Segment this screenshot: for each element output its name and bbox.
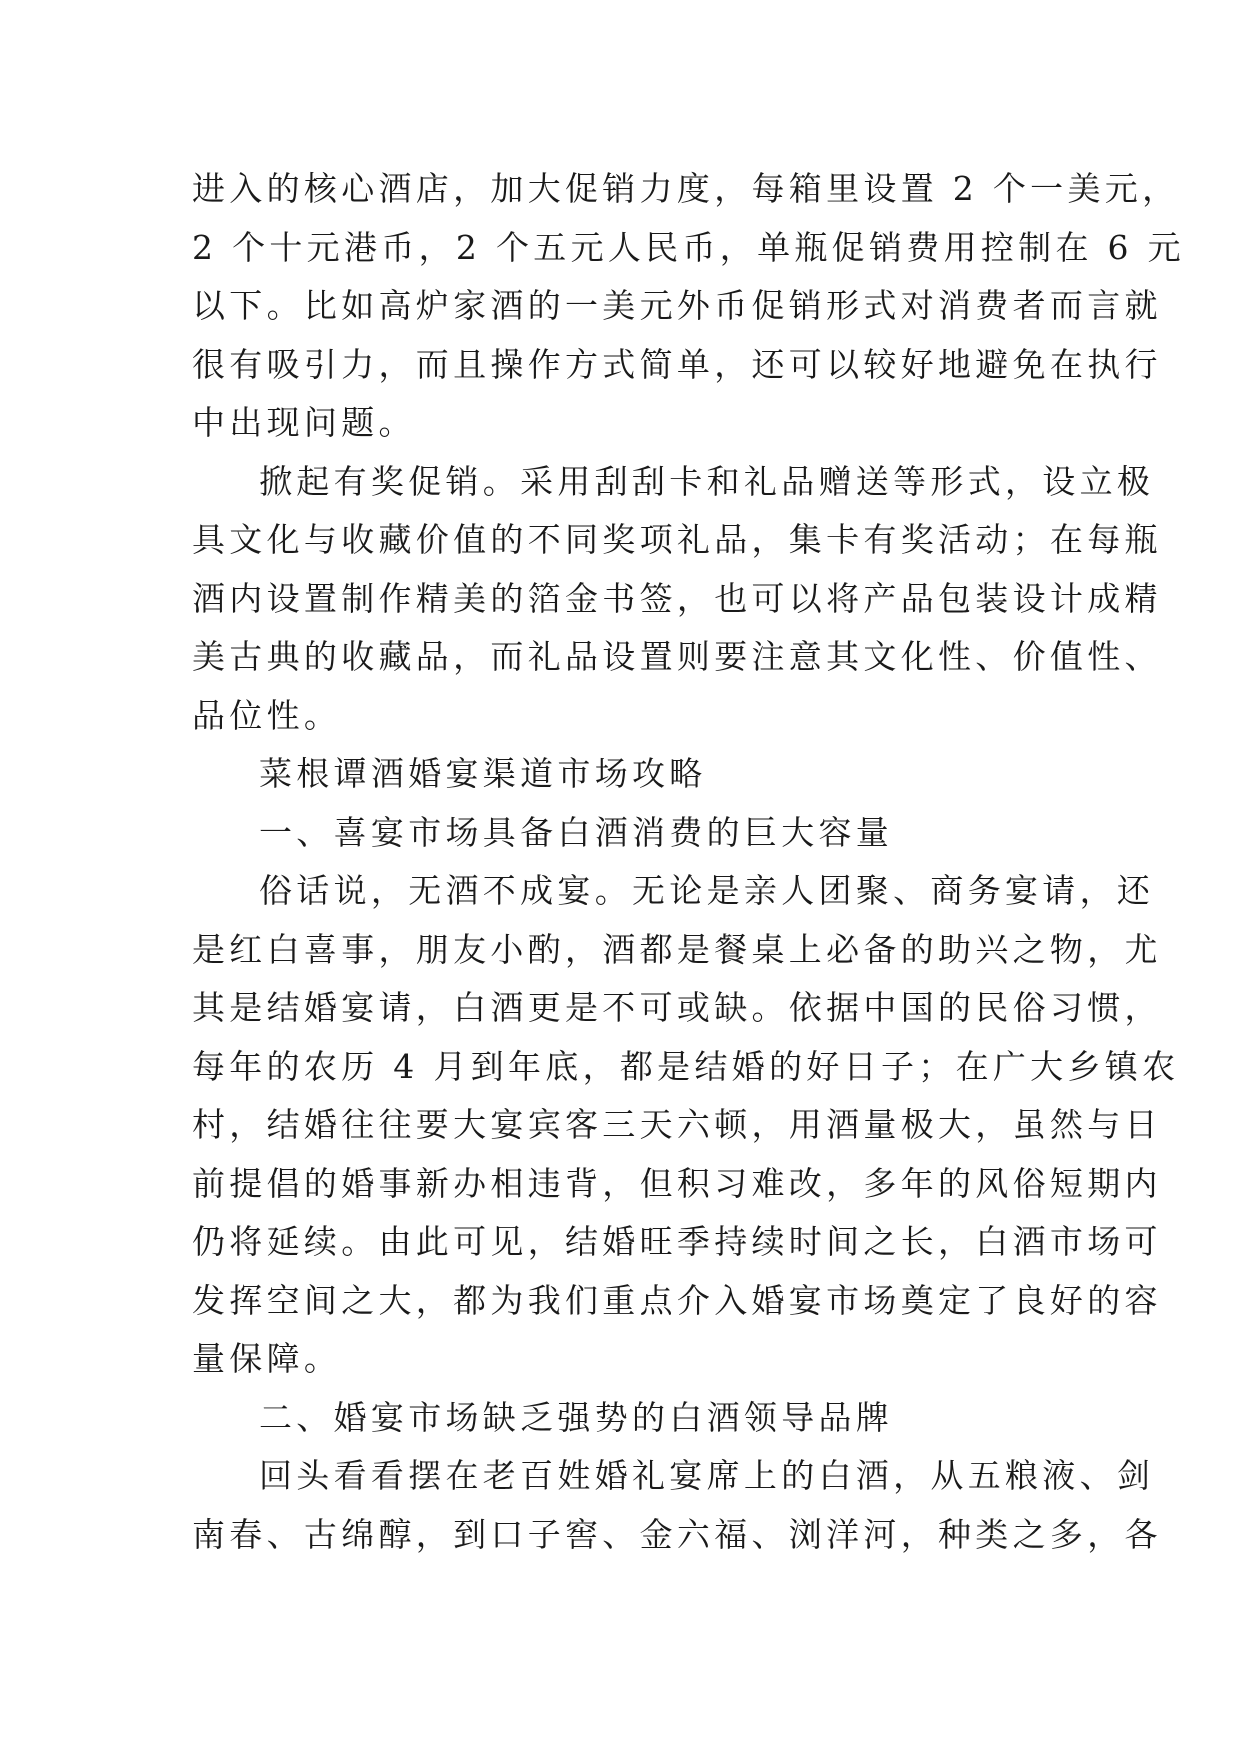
text-line: 是红白喜事，朋友小酌，酒都是餐桌上必备的助兴之物，尤 — [192, 929, 1162, 969]
text-line: 二、婚宴市场缺乏强势的白酒领导品牌 — [259, 1397, 894, 1437]
text-line: 回头看看摆在老百姓婚礼宴席上的白酒，从五粮液、剑 — [259, 1456, 1155, 1495]
text-line: 美古典的收藏品，而礼品设置则要注意其文化性、价值性、 — [192, 637, 1162, 676]
text-line: 每年的农历 4 月到年底，都是结婚的好日子；在广大乡镇农 — [192, 1046, 1180, 1086]
text-line: 具文化与收藏价值的不同奖项礼品，集卡有奖活动；在每瓶 — [192, 520, 1162, 559]
text-line: 一、喜宴市场具备白酒消费的巨大容量 — [259, 812, 894, 852]
text-line: 俗话说，无酒不成宴。无论是亲人团聚、商务宴请，还 — [259, 871, 1155, 910]
text-line: 酒内设置制作精美的箔金书签，也可以将产品包装设计成精 — [192, 578, 1162, 618]
text-line: 其是结婚宴请，白酒更是不可或缺。依据中国的民俗习惯， — [192, 988, 1162, 1027]
text-line: 品位性。 — [192, 695, 342, 735]
text-line: 2 个十元港币，2 个五元人民币，单瓶促销费用控制在 6 元 — [192, 227, 1185, 267]
text-line: 中出现问题。 — [192, 403, 416, 442]
text-line: 前提倡的婚事新办相违背，但积习难改，多年的风俗短期内 — [192, 1163, 1162, 1203]
text-line: 发挥空间之大，都为我们重点介入婚宴市场奠定了良好的容 — [192, 1280, 1162, 1320]
text-line: 掀起有奖促销。采用刮刮卡和礼品赠送等形式，设立极 — [259, 461, 1155, 501]
text-line: 进入的核心酒店，加大促销力度，每箱里设置 2 个一美元， — [192, 169, 1180, 208]
text-line: 村，结婚往往要大宴宾客三天六顿，用酒量极大，虽然与日 — [192, 1105, 1162, 1144]
text-line: 以下。比如高炉家酒的一美元外币促销形式对消费者而言就 — [192, 286, 1162, 325]
text-line: 仍将延续。由此可见，结婚旺季持续时间之长，白酒市场可 — [192, 1222, 1162, 1261]
text-line: 量保障。 — [192, 1339, 342, 1378]
text-line: 南春、古绵醇，到口子窖、金六福、浏洋河，种类之多，各 — [192, 1514, 1162, 1554]
body-text — [192, 160, 1185, 1564]
text-line: 很有吸引力，而且操作方式简单，还可以较好地避免在执行 — [192, 344, 1162, 384]
text-line: 菜根谭酒婚宴渠道市场攻略 — [259, 754, 707, 793]
